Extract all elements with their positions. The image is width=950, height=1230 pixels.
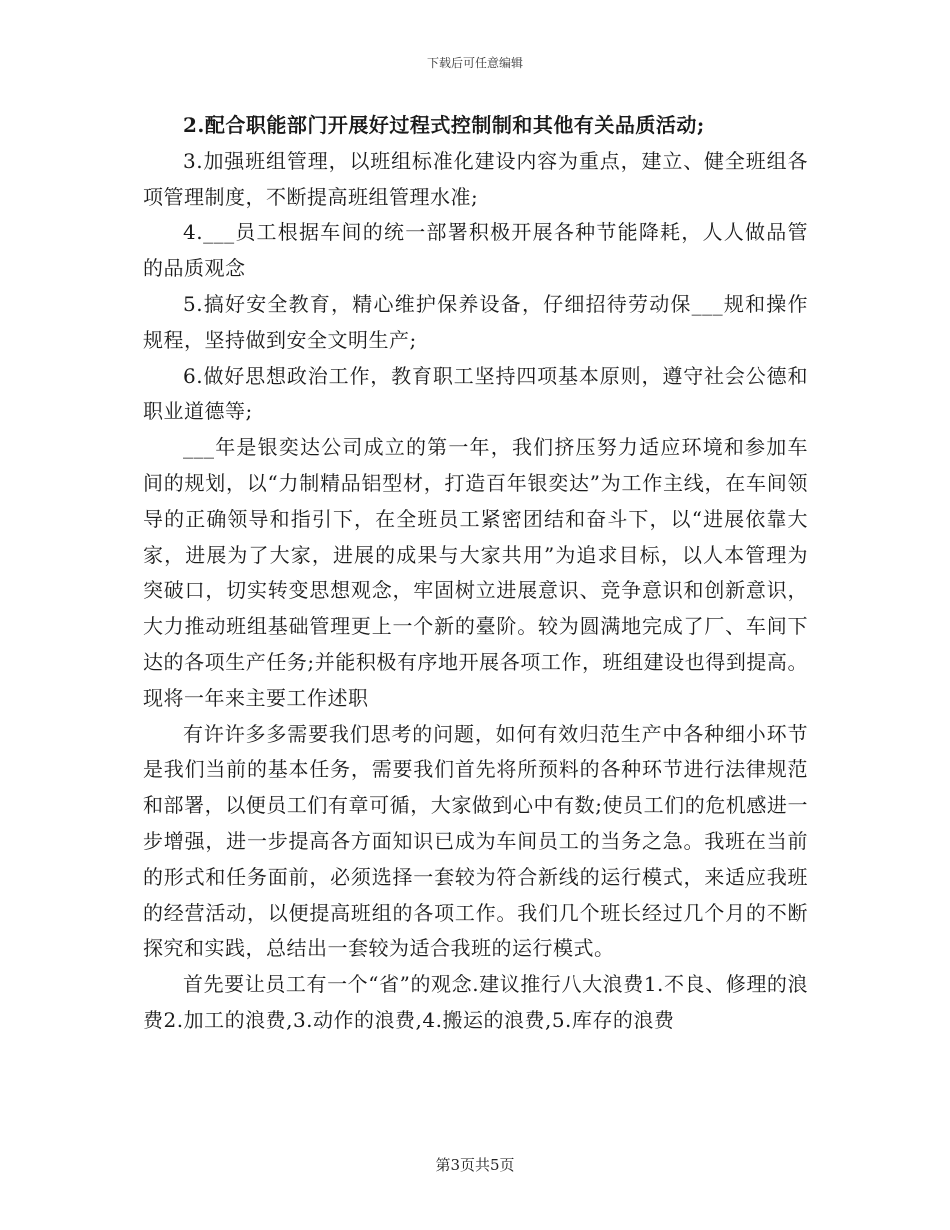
paragraph-waste-list: 首先要让员工有一个“省”的观念.建议推行八大浪费1.不良、修理的浪费2.加工的浪费,3.动作的浪费,4.搬运的浪费,5.库存的浪费 bbox=[143, 972, 808, 1032]
page-header: 下载后可任意编辑 bbox=[426, 56, 523, 70]
paragraph-item-5: 5.搞好安全教育，精心维护保养设备，仔细招待劳动保___规和操作规程，坚持做到安全文明生产; bbox=[143, 291, 808, 352]
page-number: 第3页共5页 bbox=[435, 1156, 515, 1174]
paragraph-operation-mode: 有许许多多需要我们思考的问题，如何有效归范生产中各种细小环节是我们当前的基本任务，需要我们首先将所预料的各种环节进行法律规范和部署，以便员工们有章可循，大家做到心中有数;使员工们的危机感进一步增强，进一步提高各方面知识已成为车间员工的当务之急。我班在当前的形式和任务面前，必须选择一套较为符合新线的运行模式，来适应我班的经营活动，以便提高班组的各项工作。我们几个班长经过几个月的不断探究和实践，总结出一套较为适合我班的运行模式。 bbox=[143, 721, 808, 961]
paragraph-item-4: 4.___员工根据车间的统一部署积极开展各种节能降耗，人人做品管的品质观念 bbox=[143, 220, 808, 281]
document-body bbox=[143, 108, 808, 1039]
paragraph-item-3: 3.加强班组管理，以班组标准化建设内容为重点，建立、健全班组各项管理制度，不断提高班组管理水准; bbox=[143, 148, 808, 209]
paragraph-item-2: 2.配合职能部门开展好过程式控制制和其他有关品质活动; bbox=[183, 113, 705, 137]
paragraph-item-6: 6.做好思想政治工作，教育职工坚持四项基本原则，遵守社会公德和职业道德等; bbox=[143, 363, 808, 424]
paragraph-year-summary: ___年是银奕达公司成立的第一年，我们挤压努力适应环境和参加车间的规划，以“力制精品铝型材，打造百年银奕达”为工作主线，在车间领导的正确领导和指引下，在全班员工紧密团结和奋斗下，以“进展依靠大家，进展为了大家，进展的成果与大家共用”为追求目标，以人本管理为突破口，切实转变思想观念，牢固树立进展意识、竞争意识和创新意识，大力推动班组基础管理更上一个新的臺阶。较为圆满地完成了厂、车间下达的各项生产任务;并能积极有序地开展各项工作，班组建设也得到提高。现将一年来主要工作述职 bbox=[143, 435, 808, 710]
